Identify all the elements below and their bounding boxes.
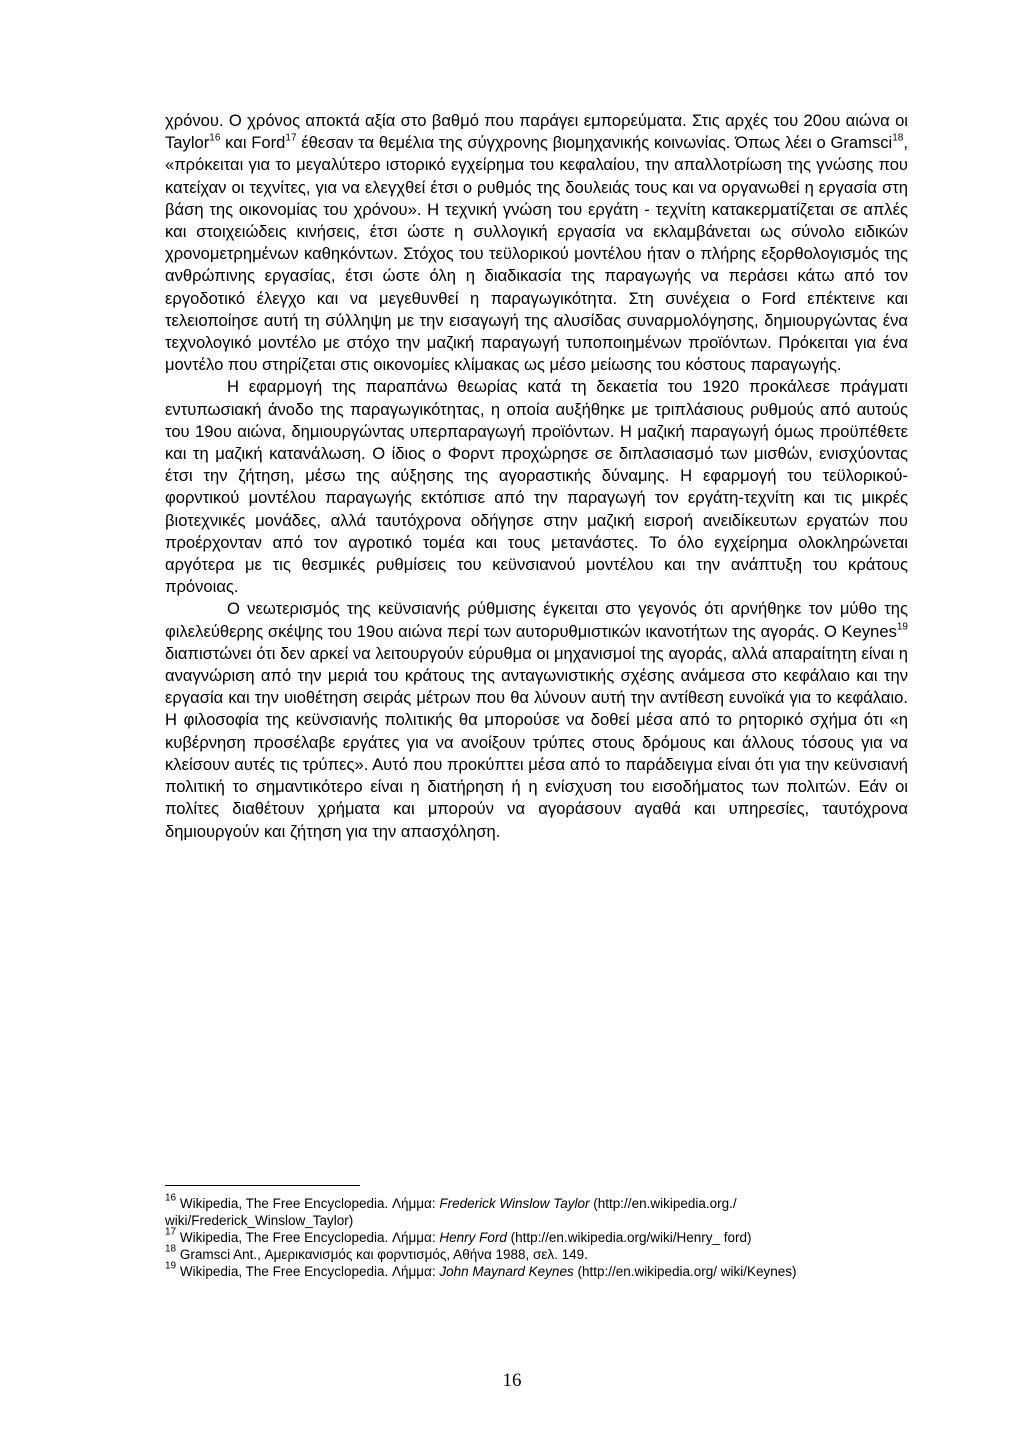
paragraph-text: έθεσαν τα θεμέλια της σύγχρονης βιομηχανικής κοινωνίας. Όπως λέει ο Gramsci — [296, 133, 893, 153]
footnote-ref: 17 — [285, 132, 297, 144]
footnote — [165, 1243, 908, 1263]
document-body — [165, 110, 908, 843]
paragraph-text: και Ford — [220, 133, 286, 153]
footnote-text: Wikipedia, The Free Encyclopedia. Λήμμα: — [176, 1230, 440, 1245]
paragraph-text: , «πρόκειται για το μεγαλύτερο ιστορικό εγχείρημα του κεφαλαίου, την απαλλοτρίωση της γνώσης που κατείχαν οι τεχνίτες, για να ελεγχθεί έτσι ο ρυθμός της δουλειάς τους και να οργανωθεί η εργασία στη βάση της οικονομίας του χρόνου». Η τεχνική γνώση του εργάτη - τεχνίτη κατακερματίζεται σε απλές και στοιχειώδεις κινήσεις, έτσι ώστε η συλλογική εργασία να εκλαμβάνεται ως σύνολο ειδικών χρονομετρημένων καθηκόντων. Στόχος του τεϋλορικού μοντέλου ήταν ο πλήρης εξορθολογισμός της ανθρώπινης εργασίας, έτσι ώστε όλη η διαδικασία της παραγωγής να περάσει κάτω από τον εργοδοτικό έλεγχο και να μεγεθυνθεί η παραγωγικότητα. Στη συνέχεια ο Ford επέκτεινε και τελειοποίησε αυτή τη σύλληψη με την εισαγωγή της αλυσίδας συναρμολόγησης, δημιουργώντας ένα τεχνολογικό μοντέλο με στόχο την μαζική παραγωγή τυποποιημένων προϊόντων. Πρόκειται για ένα μοντέλο που στηρίζεται στις οικονομίες κλίμακας ως μέσο μείωσης του κόστους παραγωγής. — [165, 133, 908, 375]
paragraph — [165, 110, 908, 376]
paragraph — [165, 376, 908, 598]
paragraph-text: Η εφαρμογή της παραπάνω θεωρίας κατά τη δεκαετία του 1920 προκάλεσε πράγματι εντυπωσιακή άνοδο της παραγωγικότητας, η οποία αυξήθηκε με τριπλάσιους ρυθμούς από αυτούς του 19ου αιώνα, δημιουργώντας υπερπαραγωγή προϊόντων. Η μαζική παραγωγή όμως προϋπέθετε και τη μαζική κατανάλωση. Ο ίδιος ο Φορντ προχώρησε σε διπλασιασμό των μισθών, ενισχύοντας έτσι την ζήτηση, μέσω της αύξησης της αγοραστικής δύναμης. Η εφαρμογή του τεϋλορικού-φορντικού μοντέλου παραγωγής εκτόπισε από την παραγωγή τον εργάτη-τεχνίτη και τις μικρές βιοτεχνικές μονάδες, αλλά ταυτόχρονα οδήγησε στην μαζική εισροή ανειδίκευτων εργατών που προέρχονταν από τον αγροτικό τομέα και τους μετανάστες. Το όλο εγχείρημα ολοκληρώνεται αργότερα με τις θεσμικές ρυθμίσεις του κεϋνσιανού μοντέλου και την ανάπτυξη του κράτους πρόνοιας. — [165, 377, 908, 597]
footnote-ref: 19 — [896, 621, 908, 633]
paragraph-text: Ο νεωτερισμός της κεϋνσιανής ρύθμισης έγκειται στο γεγονός ότι αρνήθηκε τον μύθο της φιλελεύθερης σκέψης του 19ου αιώνα περί των αυτορυθμιστικών ικανοτήτων της αγοράς. Ο Keynes — [165, 599, 908, 641]
footnote — [165, 1192, 908, 1229]
footnote-title: John Maynard Keynes — [439, 1264, 574, 1279]
footnote-text: Wikipedia, The Free Encyclopedia. Λήμμα: — [176, 1196, 440, 1211]
footnote-number: 19 — [165, 1260, 177, 1272]
footnote-text: (http://en.wikipedia.org/wiki/Henry_ ford) — [506, 1230, 752, 1245]
footnote-number: 16 — [165, 1192, 177, 1204]
footnote-ref: 18 — [892, 132, 904, 144]
footnote-text: (http://en.wikipedia.org./ wiki/Frederick_Winslow_Taylor) — [165, 1196, 737, 1228]
paragraph-text: χρόνου. Ο χρόνος αποκτά αξία στο βαθμό που παράγει εμπορεύματα. Στις αρχές του 20ου αιώνα οι Taylor — [165, 111, 908, 153]
footnote-text: (http://en.wikipedia.org/ wiki/Keynes) — [573, 1264, 797, 1279]
footnote — [165, 1260, 908, 1280]
footnote-title: Frederick Winslow Taylor — [439, 1196, 590, 1211]
footnote-ref: 16 — [209, 132, 221, 144]
footnote — [165, 1226, 908, 1246]
footnotes — [165, 1192, 908, 1280]
footnote-number: 18 — [165, 1243, 177, 1255]
footnote-title: Henry Ford — [439, 1230, 507, 1245]
paragraph — [165, 598, 908, 842]
page-number: 16 — [502, 1370, 522, 1391]
footnote-separator — [165, 1185, 360, 1186]
footnote-text: Wikipedia, The Free Encyclopedia. Λήμμα: — [176, 1264, 440, 1279]
footnote-number: 17 — [165, 1226, 177, 1238]
footnote-text: Gramsci Ant., Αμερικανισμός και φορντισμός, Αθήνα 1988, σελ. 149. — [176, 1247, 588, 1262]
paragraph-text: διαπιστώνει ότι δεν αρκεί να λειτουργούν εύρυθμα οι μηχανισμοί της αγοράς, αλλά απαραίτητη είναι η αναγνώριση από την μεριά του κράτους της ανταγωνιστικής σχέσης ανάμεσα στο κεφάλαιο και την εργασία και την υιοθέτηση σειράς μέτρων που θα λύνουν αυτή την αντίθεση ευνοϊκά για το κεφάλαιο. Η φιλοσοφία της κεϋνσιανής πολιτικής θα μπορούσε να δοθεί μέσα από το ρητορικό σχήμα ότι «η κυβέρνηση προσέλαβε εργάτες για να ανοίξουν τρύπες στους δρόμους και άλλους τόσους για να κλείσουν αυτές τις τρύπες». Αυτό που προκύπτει μέσα από το παράδειγμα είναι ότι για την κεϋνσιανή πολιτική το σημαντικότερο είναι η διατήρηση ή η ενίσχυση του εισοδήματος των πολιτών. Εάν οι πολίτες διαθέτουν χρήματα και μπορούν να αγοράσουν αγαθά και υπηρεσίες, ταυτόχρονα δημιουργούν και ζήτηση για την απασχόληση. — [165, 643, 908, 841]
